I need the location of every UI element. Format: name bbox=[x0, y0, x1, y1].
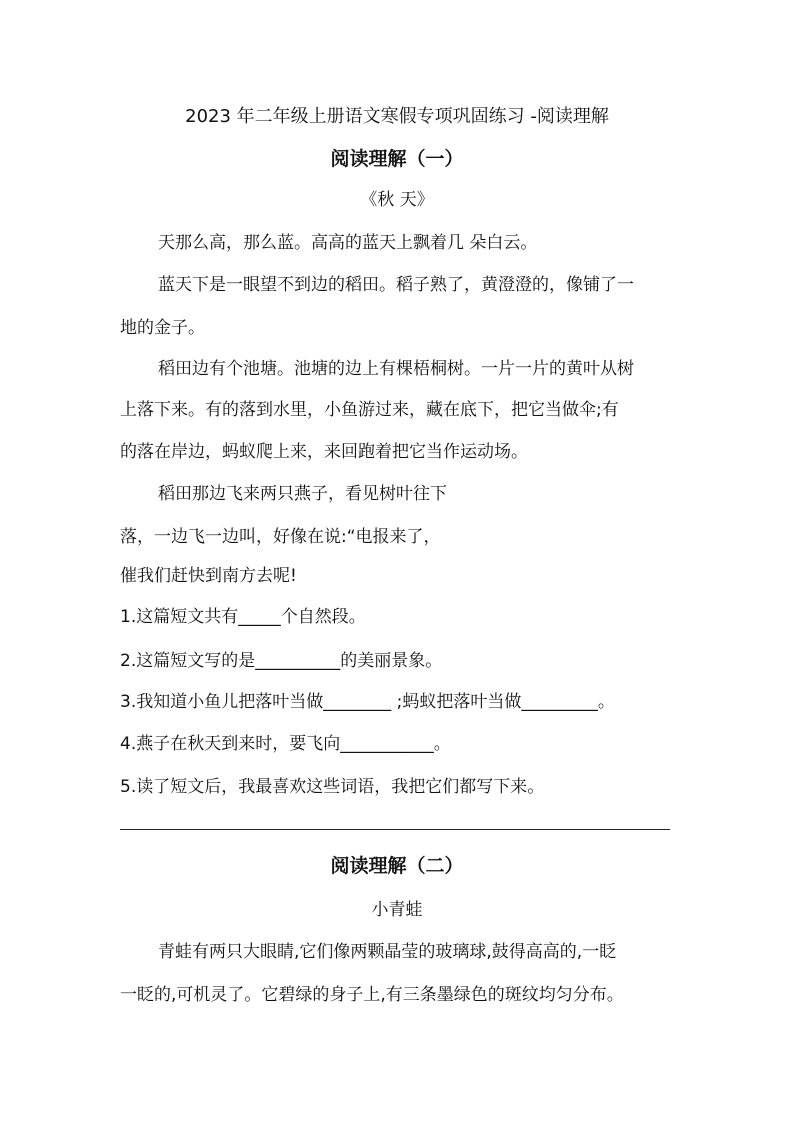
question-2: 2.这篇短文写的是__________的美丽景象。 bbox=[120, 651, 443, 671]
question-1: 1.这篇短文共有_____个自然段。 bbox=[120, 607, 366, 627]
section-heading-1: 阅读理解（一） bbox=[330, 148, 464, 170]
passage-line: 天那么高，那么蓝。高高的蓝天上飘着几 朵白云。 bbox=[158, 233, 538, 253]
passage-title-autumn: 《秋 天》 bbox=[360, 190, 434, 210]
passage-line: 蓝天下是一眼望不到边的稻田。稻子熟了，黄澄澄的，像铺了一 bbox=[158, 275, 634, 295]
passage-title-frog: 小青蛙 bbox=[371, 900, 423, 920]
passage-line: 催我们赶快到南方去呢! bbox=[120, 566, 297, 586]
question-4: 4.燕子在秋天到来时，要飞向___________。 bbox=[120, 734, 451, 754]
passage-line: 落，一边飞一边叫，好像在说:“电报来了， bbox=[120, 527, 441, 547]
passage-line: 稻田那边飞来两只燕子，看见树叶往下 bbox=[158, 484, 447, 504]
passage-line: 青蛙有两只大眼睛,它们像两颗晶莹的玻璃球,鼓得高高的,一眨 bbox=[158, 942, 617, 962]
passage-line: 的落在岸边，蚂蚁爬上来，来回跑着把它当作运动场。 bbox=[120, 442, 528, 462]
document-title: 2023 年二年级上册语文寒假专项巩固练习 -阅读理解 bbox=[185, 106, 609, 127]
passage-line: 上落下来。有的落到水里，小鱼游过来，藏在底下，把它当做伞;有 bbox=[120, 400, 619, 420]
passage-line: 地的金子。 bbox=[120, 318, 205, 338]
question-5: 5.读了短文后，我最喜欢这些词语，我把它们都写下来。 bbox=[120, 777, 545, 797]
section-heading-2: 阅读理解（二） bbox=[330, 855, 464, 877]
passage-line: 一眨的,可机灵了。它碧绿的身子上,有三条墨绿色的斑纹均匀分布。 bbox=[120, 985, 624, 1005]
answer-line bbox=[120, 829, 670, 830]
passage-line: 稻田边有个池塘。池塘的边上有棵梧桐树。一片一片的黄叶从树 bbox=[158, 359, 634, 379]
question-3: 3.我知道小鱼儿把落叶当做________ ;蚂蚁把落叶当做_________。 bbox=[120, 692, 615, 712]
